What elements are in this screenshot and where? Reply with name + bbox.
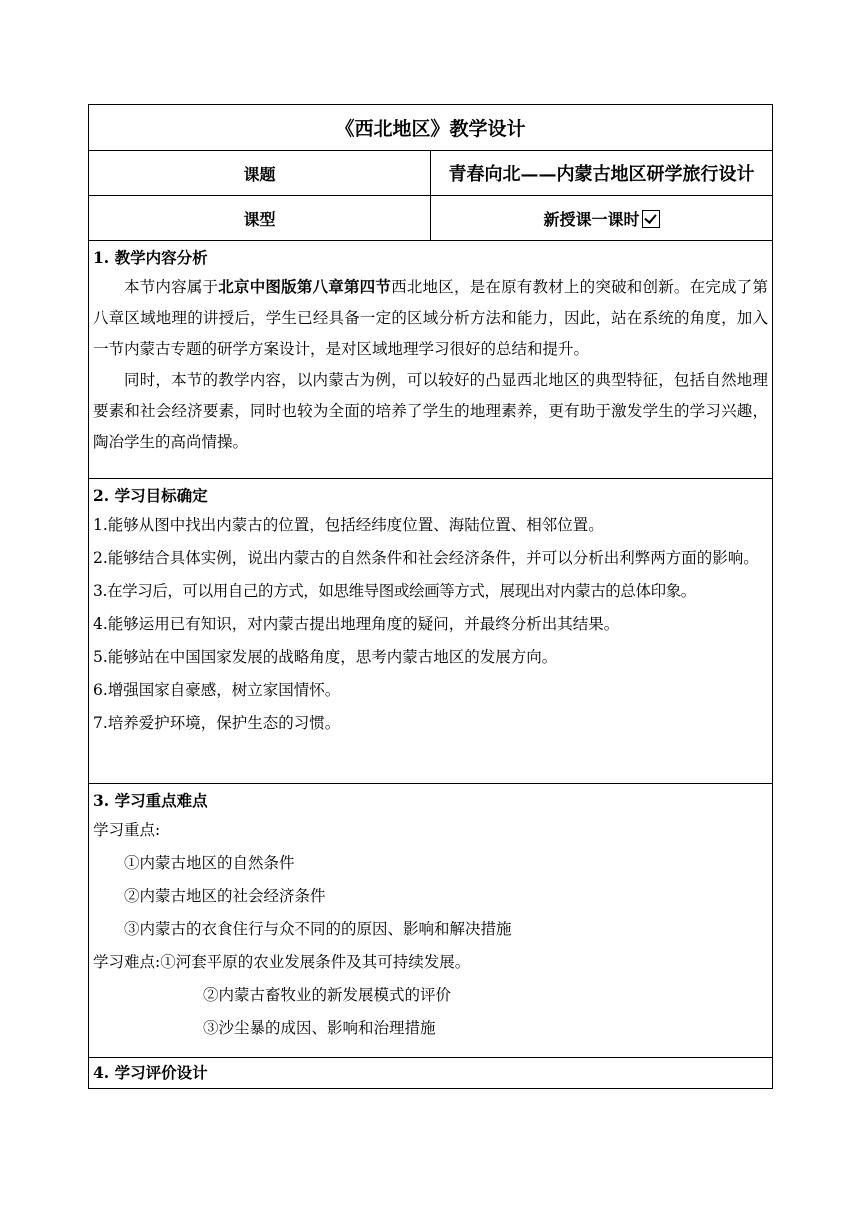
objective-item: 4.能够运用已有知识，对内蒙古提出地理角度的疑问，并最终分析出其结果。 bbox=[93, 615, 620, 633]
lesson-plan-page bbox=[88, 104, 773, 1089]
section2-heading: 2. 学习目标确定 bbox=[93, 486, 208, 505]
section1-paragraph-2: 同时，本节的教学内容，以内蒙古为例，可以较好的凸显西北地区的典型特征，包括自然地理要素和社会经济要素，同时也较为全面的培养了学生的地理素养，更有助于激发学生的学习兴趣，陶冶学生的高尚情操。 bbox=[93, 371, 768, 451]
document-title: 《西北地区》教学设计 bbox=[89, 105, 773, 151]
checkbox-checked-icon bbox=[642, 210, 660, 228]
section-evaluation-design bbox=[89, 1058, 773, 1089]
topic-label: 课题 bbox=[89, 151, 431, 196]
difficult-point-item: ③沙尘暴的成因、影响和治理措施 bbox=[203, 1019, 436, 1037]
section-key-difficult-points bbox=[89, 784, 773, 1058]
p1-post-text: 西北地区，是在原有教材上的突破和创新。在完成了第八章区域地理的讲授后，学生已经具备一定的区域分析方法和能力，因此，站在系统的角度，加入一节内蒙古专题的研学方案设计，是对区域地理学习很好的总结和提升。 bbox=[93, 278, 768, 358]
key-points-label: 学习重点: bbox=[93, 821, 161, 839]
key-point-item: ①内蒙古地区的自然条件 bbox=[124, 854, 295, 872]
topic-value bbox=[431, 151, 773, 196]
objective-item: 1.能够从图中找出内蒙古的位置，包括经纬度位置、海陆位置、相邻位置。 bbox=[93, 516, 604, 534]
topic-text: 青春向北——内蒙古地区研学旅行设计 bbox=[448, 164, 755, 185]
section-learning-objectives bbox=[89, 479, 773, 784]
p1-pre-text: 本节内容属于 bbox=[124, 278, 219, 296]
type-text: 新授课一课时 bbox=[543, 209, 640, 229]
type-value bbox=[431, 196, 773, 241]
lesson-plan-table bbox=[88, 104, 773, 1089]
objective-item: 3.在学习后，可以用自己的方式，如思维导图或绘画等方式，展现出对内蒙古的总体印象。 bbox=[93, 582, 696, 600]
difficult-point-item: ②内蒙古畜牧业的新发展模式的评价 bbox=[203, 986, 452, 1004]
section4-heading: 4. 学习评价设计 bbox=[93, 1063, 208, 1082]
section1-paragraph-1 bbox=[93, 271, 768, 365]
objective-item: 5.能够站在中国国家发展的战略角度，思考内蒙古地区的发展方向。 bbox=[93, 648, 558, 666]
key-point-item: ③内蒙古的衣食住行与众不同的的原因、影响和解决措施 bbox=[124, 920, 512, 938]
difficult-points-first: 学习难点:①河套平原的农业发展条件及其可持续发展。 bbox=[93, 953, 471, 971]
objective-item: 6.增强国家自豪感，树立家国情怀。 bbox=[93, 681, 341, 699]
type-label: 课型 bbox=[89, 196, 431, 241]
section1-heading: 1. 教学内容分析 bbox=[93, 248, 208, 267]
section3-heading: 3. 学习重点难点 bbox=[93, 791, 208, 810]
key-point-item: ②内蒙古地区的社会经济条件 bbox=[124, 887, 326, 905]
objective-item: 2.能够结合具体实例，说出内蒙古的自然条件和社会经济条件，并可以分析出利弊两方面的影响。 bbox=[93, 549, 759, 567]
section-content-analysis bbox=[89, 241, 773, 479]
p1-bold-text: 北京中图版第八章第四节 bbox=[218, 277, 392, 296]
objective-item: 7.培养爱护环境，保护生态的习惯。 bbox=[93, 714, 341, 732]
